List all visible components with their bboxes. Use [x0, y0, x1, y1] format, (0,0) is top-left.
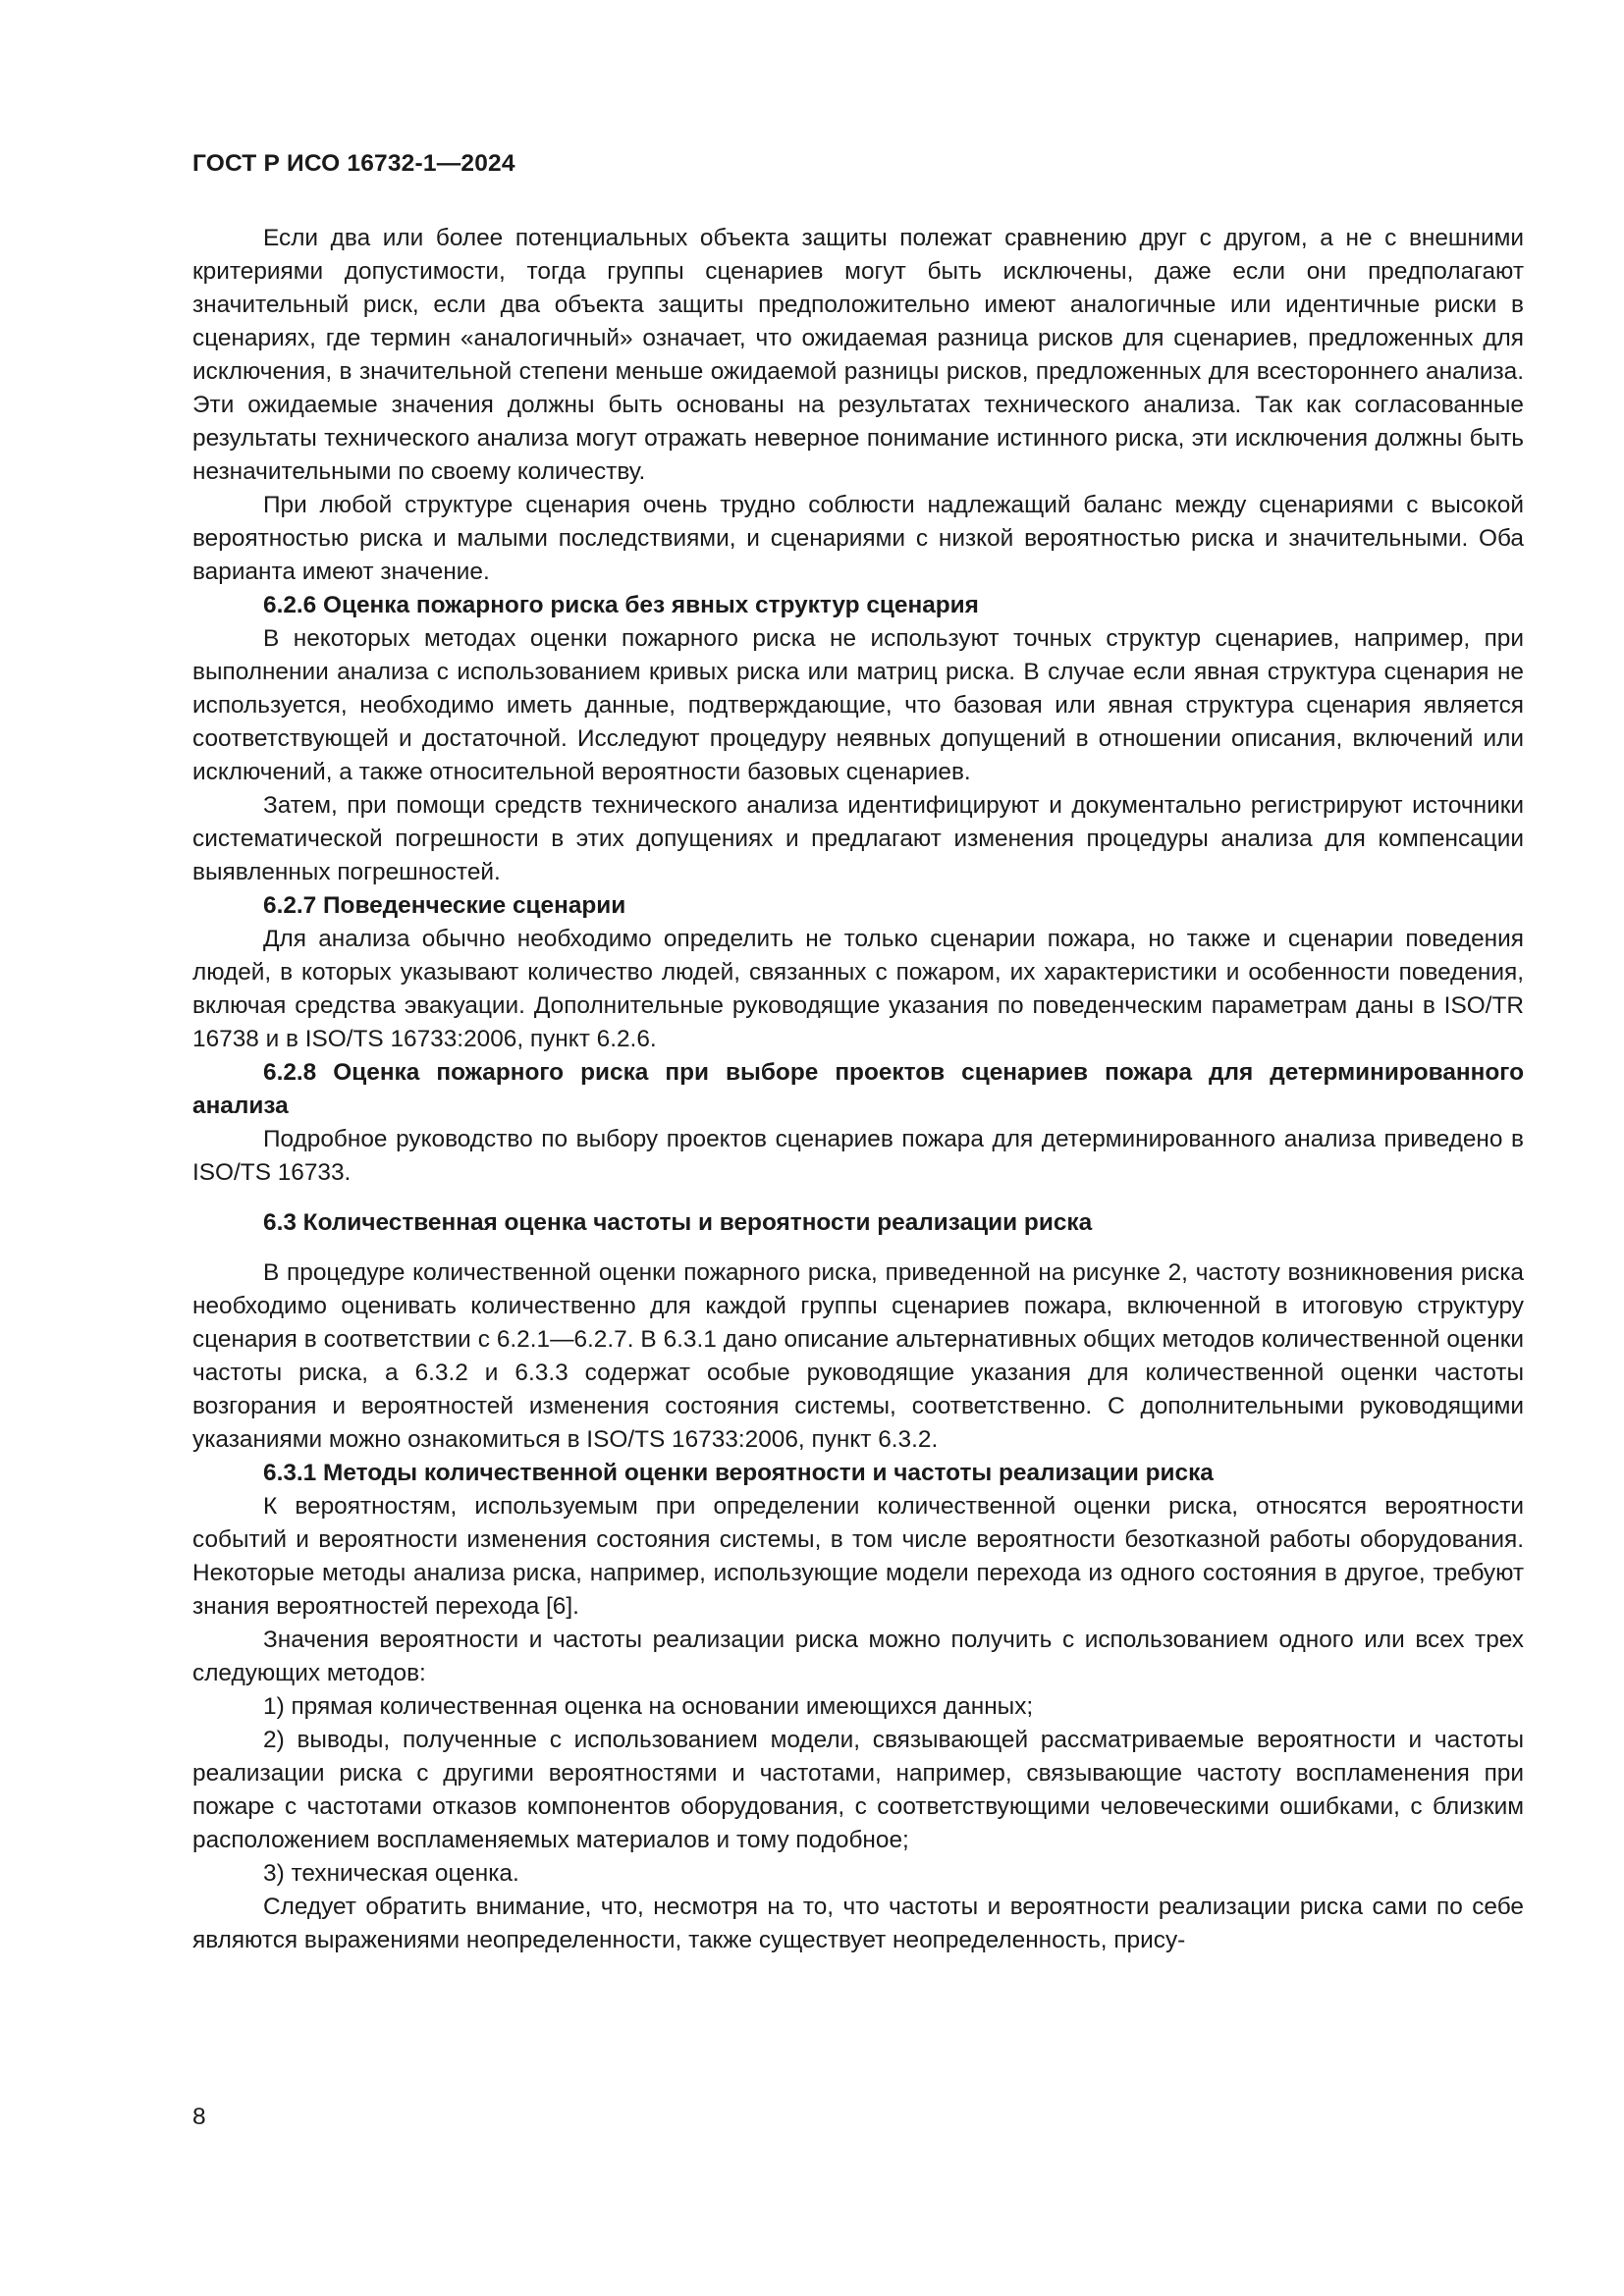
paragraph: Подробное руководство по выбору проектов сценариев пожара для детерминированного анализа приведено в ISO/TS 16733. — [192, 1126, 1524, 1186]
section-heading-6-2-7: 6.2.7 Поведенческие сценарии — [263, 892, 626, 919]
paragraph: Для анализа обычно необходимо определить не только сценарии пожара, но также и сценарии поведения людей, в которых указывают количество людей, связанных с пожаром, их характеристики и особенности поведения, включая средства эвакуации. Дополнительные руководящие указания по поведенческим параметрам даны в ISO/TR 16738 и в ISO/TS 16733:2006, пункт 6.2.6. — [192, 926, 1524, 1052]
section-heading-6-2-8: 6.2.8 Оценка пожарного риска при выборе проектов сценариев пожара для детерминированного анализа — [192, 1059, 1524, 1119]
paragraph: Если два или более потенциальных объекта защиты полежат сравнению друг с другом, а не с внешними критериями допустимости, тогда группы сценариев могут быть исключены, даже если они предполагают значительный риск, если два объекта защиты предположительно имеют аналогичные или идентичные риски в сценариях, где термин «аналогичный» означает, что ожидаемая разница рисков для сценариев, предложенных для исключения, в значительной степени меньше ожидаемой разницы рисков, предложенных для всестороннего анализа. Эти ожидаемые значения должны быть основаны на результатах технического анализа. Так как согласованные результаты технического анализа могут отражать неверное понимание истинного риска, эти исключения должны быть незначительными по своему количеству. — [192, 225, 1524, 485]
section-heading-6-2-6: 6.2.6 Оценка пожарного риска без явных структур сценария — [263, 592, 979, 618]
paragraph: Следует обратить внимание, что, несмотря на то, что частоты и вероятности реализации риска сами по себе являются выражениями неопределенности, также существует неопределенность, прису- — [192, 1894, 1524, 1953]
paragraph: В процедуре количественной оценки пожарного риска, приведенной на рисунке 2, частоту возникновения риска необходимо оценивать количественно для каждой группы сценариев пожара, включенной в итоговую структуру сценария в соответствии с 6.2.1—6.2.7. В 6.3.1 дано описание альтернативных общих методов количественной оценки частоты риска, а 6.3.2 и 6.3.3 содержат особые руководящие указания для количественной оценки частоты возгорания и вероятностей изменения состояния системы, соответственно. С дополнительными руководящими указаниями можно ознакомиться в ISO/TS 16733:2006, пункт 6.3.2. — [192, 1259, 1524, 1453]
page-content — [192, 222, 1524, 1957]
section-heading-6-3: 6.3 Количественная оценка частоты и вероятности реализации риска — [263, 1209, 1093, 1236]
paragraph: В некоторых методах оценки пожарного риска не используют точных структур сценариев, например, при выполнении анализа с использованием кривых риска или матриц риска. В случае если явная структура сценария не используется, необходимо иметь данные, подтверждающие, что базовая или явная структура сценария является соответствующей и достаточной. Исследуют процедуру неявных допущений в отношении описания, включений или исключений, а также относительной вероятности базовых сценариев. — [192, 625, 1524, 785]
list-item: 2) выводы, полученные с использованием модели, связывающей рассматриваемые вероятности и частоты реализации риска с другими вероятностями и частотами, например, связывающие частоту воспламенения при пожаре с частотами отказов компонентов оборудования, с соответствующими человеческими ошибками, с близким расположением воспламеняемых материалов и тому подобное; — [192, 1727, 1524, 1853]
paragraph: К вероятностям, используемым при определении количественной оценки риска, относятся вероятности событий и вероятности изменения состояния системы, в том числе вероятности безотказной работы оборудования. Некоторые методы анализа риска, например, использующие модели перехода из одного состояния в другое, требуют знания вероятностей перехода [6]. — [192, 1493, 1524, 1620]
page-number: 8 — [192, 2104, 206, 2130]
paragraph: При любой структуре сценария очень трудно соблюсти надлежащий баланс между сценариями с высокой вероятностью риска и малыми последствиями, и сценариями с низкой вероятностью риска и значительными. Оба варианта имеют значение. — [192, 492, 1524, 585]
paragraph: Значения вероятности и частоты реализации риска можно получить с использованием одного или всех трех следующих методов: — [192, 1627, 1524, 1686]
section-heading-6-3-1: 6.3.1 Методы количественной оценки вероятности и частоты реализации риска — [263, 1460, 1214, 1486]
list-item: 3) техническая оценка. — [263, 1860, 519, 1887]
list-item: 1) прямая количественная оценка на основании имеющихся данных; — [263, 1693, 1034, 1720]
paragraph: Затем, при помощи средств технического анализа идентифицируют и документально регистрируют источники систематической погрешности в этих допущениях и предлагают изменения процедуры анализа для компенсации выявленных погрешностей. — [192, 792, 1524, 885]
document-header: ГОСТ Р ИСО 16732-1—2024 — [192, 150, 515, 177]
